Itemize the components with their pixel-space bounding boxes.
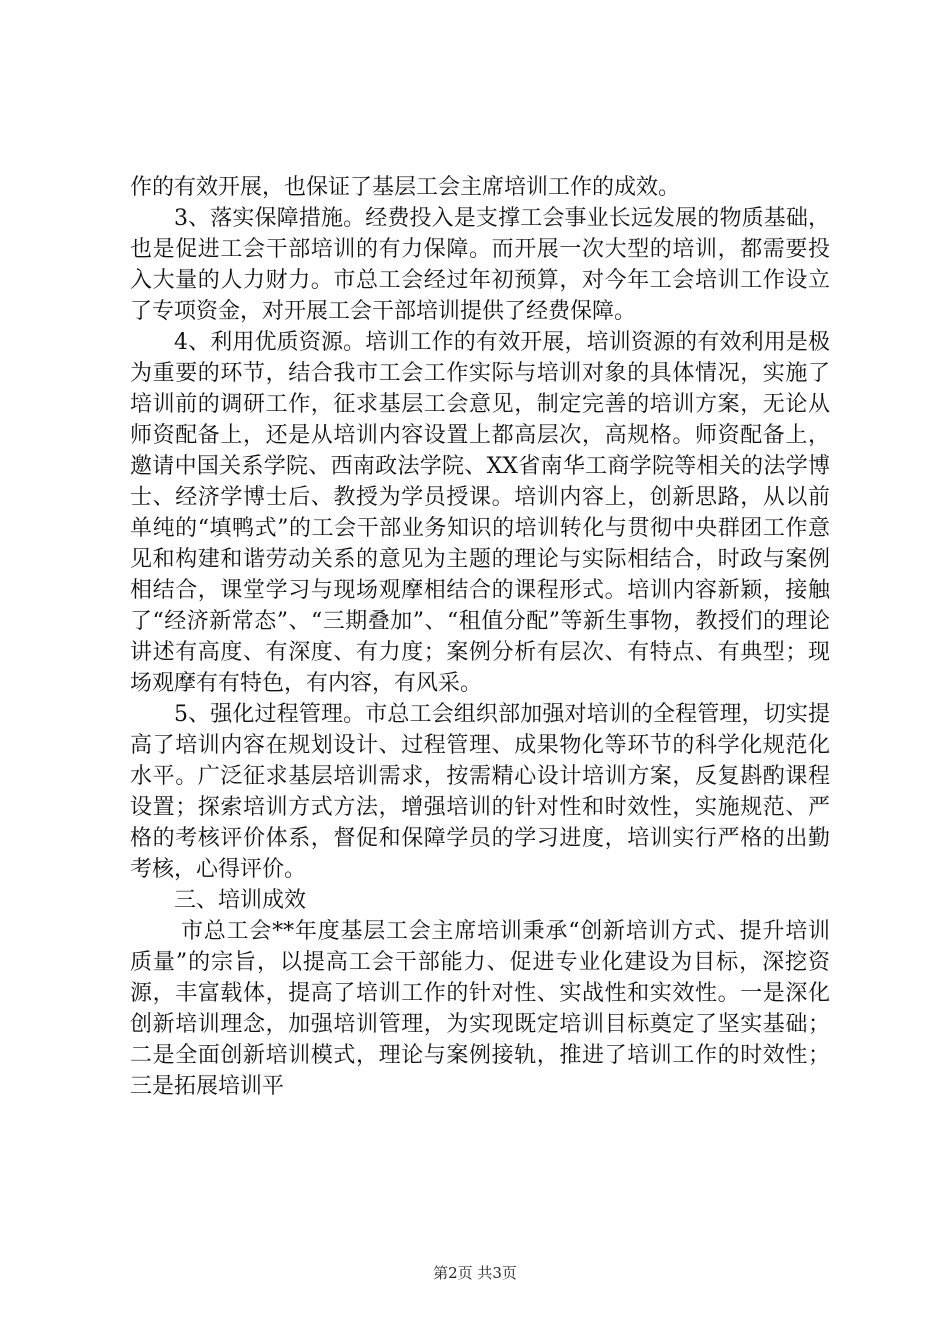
- section-heading-training-results: 三、培训成效: [174, 888, 307, 913]
- paragraph-training-results: 市总工会**年度基层工会主席培训秉承“创新培训方式、提升培训质量”的宗旨，以提高工会干部能力、促进专业化建设为目标，深挖资源，丰富载体，提高了培训工作的针对性、实战性和实效性。一是深化创新培训理念，加强培训管理，为实现既定培训目标奠定了坚实基础；二是全面创新培训模式，理论与案例接轨，推进了培训工作的时效性；三是拓展培训平: [130, 919, 830, 1099]
- paragraph-quality-resources: 4、利用优质资源。培训工作的有效开展，培训资源的有效利用是极为重要的环节，结合我市工会工作实际与培训对象的具体情况，实施了培训前的调研工作，征求基层工会意见，制定完善的培训方案，无论从师资配备上，还是从培训内容设置上都高层次，高规格。师资配备上，邀请中国关系学院、西南政法学院、XX省南华工商学院等相关的法学博士、经济学博士后、教授为学员授课。培训内容上，创新思路，从以前单纯的“填鸭式”的工会干部业务知识的培训转化与贯彻中央群团工作意见和构建和谐劳动关系的意见为主题的理论与实际相结合，时政与案例相结合，课堂学习与现场观摩相结合的课程形式。培训内容新颖，接触了“经济新常态”、“三期叠加”、“租值分配”等新生事物，教授们的理论讲述有高度、有深度、有力度；案例分析有层次、有特点、有典型；现场观摩有有特色，有内容，有风采。: [130, 330, 830, 696]
- page-footer: 第2页 共3页: [433, 1264, 517, 1282]
- paragraph-process-management: 5、强化过程管理。市总工会组织部加强对培训的全程管理，切实提高了培训内容在规划设计、过程管理、成果物化等环节的科学化规范化水平。广泛征求基层培训需求，按需精心设计培训方案，反复斟酌课程设置；探索培训方式方法，增强培训的针对性和时效性，实施规范、严格的考核评价体系，督促和保障学员的学习进度，培训实行严格的出勤考核，心得评价。: [130, 702, 830, 882]
- document-body: [130, 172, 830, 1102]
- paragraph-funding-guarantee: 3、落实保障措施。经费投入是支撑工会事业长远发展的物质基础，也是促进工会干部培训的有力保障。而开展一次大型的培训，都需要投入大量的人力财力。市总工会经过年初预算，对今年工会培训工作设立了专项资金，对开展工会干部培训提供了经费保障。: [130, 206, 830, 324]
- paragraph-continuation: 作的有效开展，也保证了基层工会主席培训工作的成效。: [130, 175, 681, 200]
